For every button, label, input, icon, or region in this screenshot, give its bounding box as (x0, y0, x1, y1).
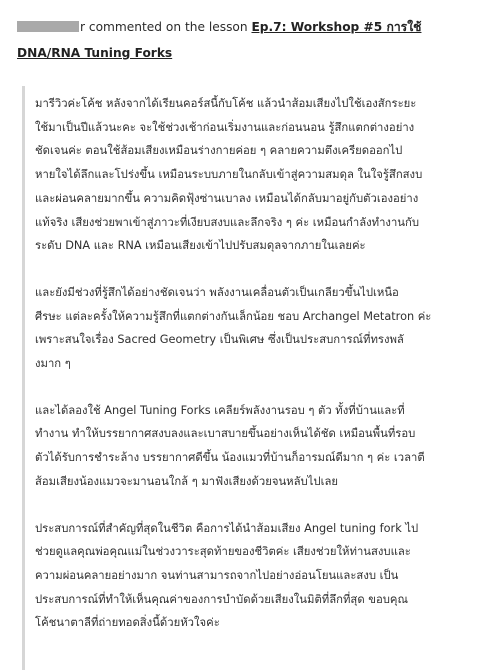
comment-paragraph-3: และได้ลองใช้ Angel Tuning Forks เคลียร์พลังงานรอบ ๆ ตัว ทั้งที่บ้านและที่ ทำงาน ทำให้บรรยากาศสงบลงและเบาสบายขึ้นอย่างเห็นได้ชัด เหมือนพื้นที่รอบ ตัวได้รับการชำระล้าง บรรยากาศดีขึ้น น้องแมวที่บ้านก็อารมณ์ดีมาก ๆ ค่ะ เวลาตี ส้อมเสียงน้องแมวจะมานอนใกล้ ๆ มาฟังเสียงด้วยจนหลับไปเลย (35, 403, 425, 488)
comment-paragraph-1: มารีวิวค่ะโค้ช หลังจากได้เรียนคอร์สนี้กับโค้ช แล้วนำส้อมเสียงไปใช้เองสักระยะ ใช้มาเป็นปีแล้วนะคะ จะใช้ช่วงเช้าก่อนเริ่มงานและก่อนนอน รู้สึกแตกต่างอย่าง ชัดเจนค่ะ ตอนใช้ส้อมเสียงเหมือนร่างกายค่อย ๆ คลายความตึงเครียดออกไป หายใจได้ลึกและโปร่งขึ้น เหมือนระบบภายในกลับเข้าสู่ความสมดุล ในใจรู้สึกสงบ และผ่อนคลายมากขึ้น ความคิดฟุ้งซ่านเบาลง เหมือนได้กลับมาอยู่กับตัวเองอย่าง แท้จริง เสียงช่วยพาเข้าสู่ภาวะที่เงียบสงบและลึกจริง ๆ ค่ะ เหมือนกำลังทำงานกับ ระดับ DNA และ RNA เหมือนเสียงเข้าไปปรับสมดุลจากภายในเลยค่ะ (35, 97, 423, 253)
commenter-name-suffix: r (80, 20, 86, 34)
comment-paragraph-2: และยังมีช่วงที่รู้สึกได้อย่างชัดเจนว่า พลังงานเคลื่อนตัวเป็นเกลียวขึ้นไปเหนือ ศีรษะ แต่ละครั้งให้ความรู้สึกที่แตกต่างกันเล็กน้อย ชอบ Archangel Metatron ค่ะ เพราะสนใจเรื่อง Sacred Geometry เป็นพิเศษ ซึ่งเป็นประสบการณ์ที่ทรงพลั งมาก ๆ (35, 285, 432, 371)
comment-paragraph-4: ประสบการณ์ที่สำคัญที่สุดในชีวิต คือการได้นำส้อมเสียง Angel tuning fork ไป ช่วยดูแลคุณพ่อคุณแม่ในช่วงวาระสุดท้ายของชีวิตค่ะ เสียงช่วยให้ท่านสงบและ ความผ่อนคลายอย่างมาก จนท่านสามารถจากไปอย่างอ่อนโยนและสงบ เป็น ประสบการณ์ที่ทำให้เห็นคุณค่าของการบำบัดด้วยเสียงในมิติที่ลึกที่สุด ขอบคุณ โค้ชนาตาลีที่ถ่ายทอดสิ่งนี้ด้วยหัวใจค่ะ (35, 521, 419, 630)
comment-header (17, 14, 467, 66)
comment-quote (22, 86, 465, 670)
lesson-title-link[interactable]: Ep.7: Workshop #5 การใช้ DNA/RNA Tuning Forks (17, 20, 422, 60)
comment-action-text: commented on the lesson (85, 20, 252, 34)
redacted-username (17, 21, 79, 32)
